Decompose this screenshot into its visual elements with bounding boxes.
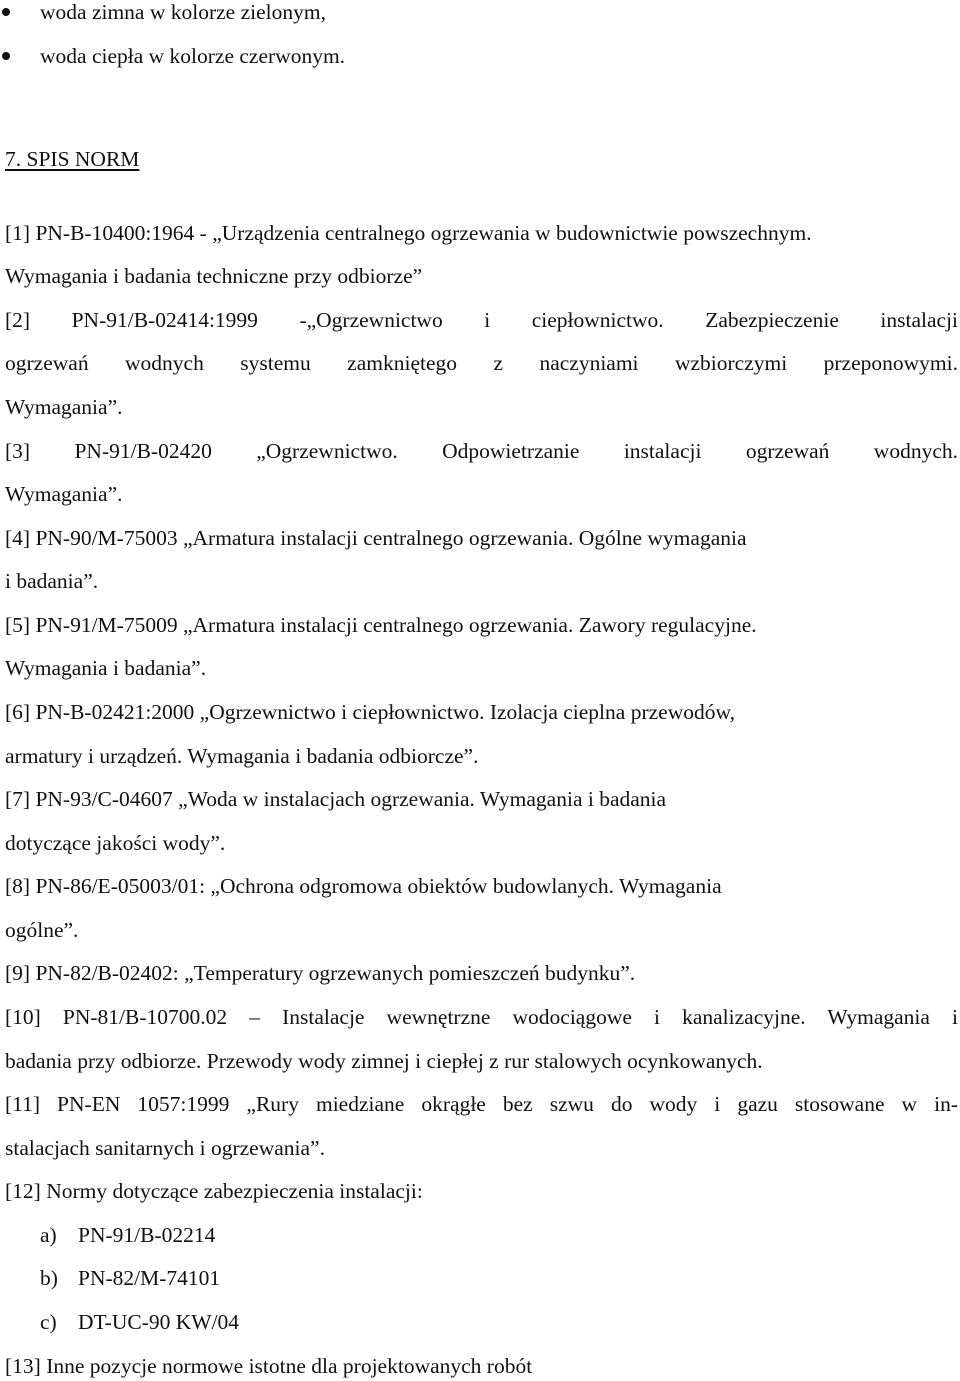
text-line: [4] PN-90/M-75003 „Armatura instalacji centralnego ogrzewania. Ogólne wymagania bbox=[5, 526, 747, 550]
sub-item-text: PN-91/B-02214 bbox=[78, 1223, 216, 1247]
bullet-item bbox=[40, 44, 345, 68]
sub-item bbox=[40, 1223, 215, 1247]
text-line: [9] PN-82/B-02402: „Temperatury ogrzewanych pomieszczeń budynku”. bbox=[5, 961, 636, 985]
text-line: [11] PN-EN 1057:1999 „Rury miedziane okrągłe bez szwu do wody i gazu stosowane w in- bbox=[5, 1092, 958, 1116]
bullet-icon bbox=[2, 8, 10, 16]
text-line: [7] PN-93/C-04607 „Woda w instalacjach ogrzewania. Wymagania i badania bbox=[5, 787, 667, 811]
section-heading: 7. SPIS NORM bbox=[5, 147, 140, 171]
sub-item-text: PN-82/M-74101 bbox=[78, 1266, 221, 1290]
sub-item bbox=[40, 1266, 220, 1290]
text-line: [2] PN-91/B-02414:1999 -„Ogrzewnictwo i ciepłownictwo. Zabezpieczenie instalacji bbox=[5, 308, 958, 332]
text-line: [8] PN-86/E-05003/01: „Ochrona odgromowa obiektów budowlanych. Wymagania bbox=[5, 874, 722, 898]
bullet-item bbox=[40, 0, 326, 24]
text-line: ogólne”. bbox=[5, 918, 79, 942]
sub-item bbox=[40, 1310, 239, 1334]
sub-item-label: a) bbox=[40, 1223, 57, 1247]
text-line: i badania”. bbox=[5, 569, 99, 593]
sub-item-text: DT-UC-90 KW/04 bbox=[78, 1310, 240, 1334]
text-line: [1] PN-B-10400:1964 - „Urządzenia centralnego ogrzewania w budownictwie powszechnym. bbox=[5, 221, 812, 245]
sub-item-label: c) bbox=[40, 1310, 57, 1334]
sub-item-label: b) bbox=[40, 1266, 58, 1290]
text-line: [12] Normy dotyczące zabezpieczenia instalacji: bbox=[5, 1179, 423, 1203]
text-line: dotyczące jakości wody”. bbox=[5, 831, 226, 855]
text-line: armatury i urządzeń. Wymagania i badania odbiorcze”. bbox=[5, 744, 479, 768]
text-line: [10] PN-81/B-10700.02 – Instalacje wewnętrzne wodociągowe i kanalizacyjne. Wymagania i bbox=[5, 1005, 958, 1029]
text-line: Wymagania i badania”. bbox=[5, 656, 207, 680]
text-line: Wymagania”. bbox=[5, 482, 123, 506]
text-line: stalacjach sanitarnych i ogrzewania”. bbox=[5, 1136, 325, 1160]
text-line: Wymagania i badania techniczne przy odbiorze” bbox=[5, 264, 423, 288]
text-line: [6] PN-B-02421:2000 „Ogrzewnictwo i ciepłownictwo. Izolacja cieplna przewodów, bbox=[5, 700, 735, 724]
text-line: Wymagania”. bbox=[5, 395, 123, 419]
bullet-text: woda zimna w kolorze zielonym, bbox=[40, 0, 326, 24]
bullet-icon bbox=[2, 52, 10, 60]
text-line: [13] Inne pozycje normowe istotne dla projektowanych robót bbox=[5, 1354, 533, 1378]
text-line: badania przy odbiorze. Przewody wody zimnej i ciepłej z rur stalowych ocynkowanych. bbox=[5, 1049, 763, 1073]
text-line: [3] PN-91/B-02420 „Ogrzewnictwo. Odpowietrzanie instalacji ogrzewań wodnych. bbox=[5, 439, 958, 463]
text-line: [5] PN-91/M-75009 „Armatura instalacji centralnego ogrzewania. Zawory regulacyjne. bbox=[5, 613, 757, 637]
bullet-text: woda ciepła w kolorze czerwonym. bbox=[40, 44, 346, 68]
text-line: ogrzewań wodnych systemu zamkniętego z naczyniami wzbiorczymi przeponowymi. bbox=[5, 351, 958, 375]
